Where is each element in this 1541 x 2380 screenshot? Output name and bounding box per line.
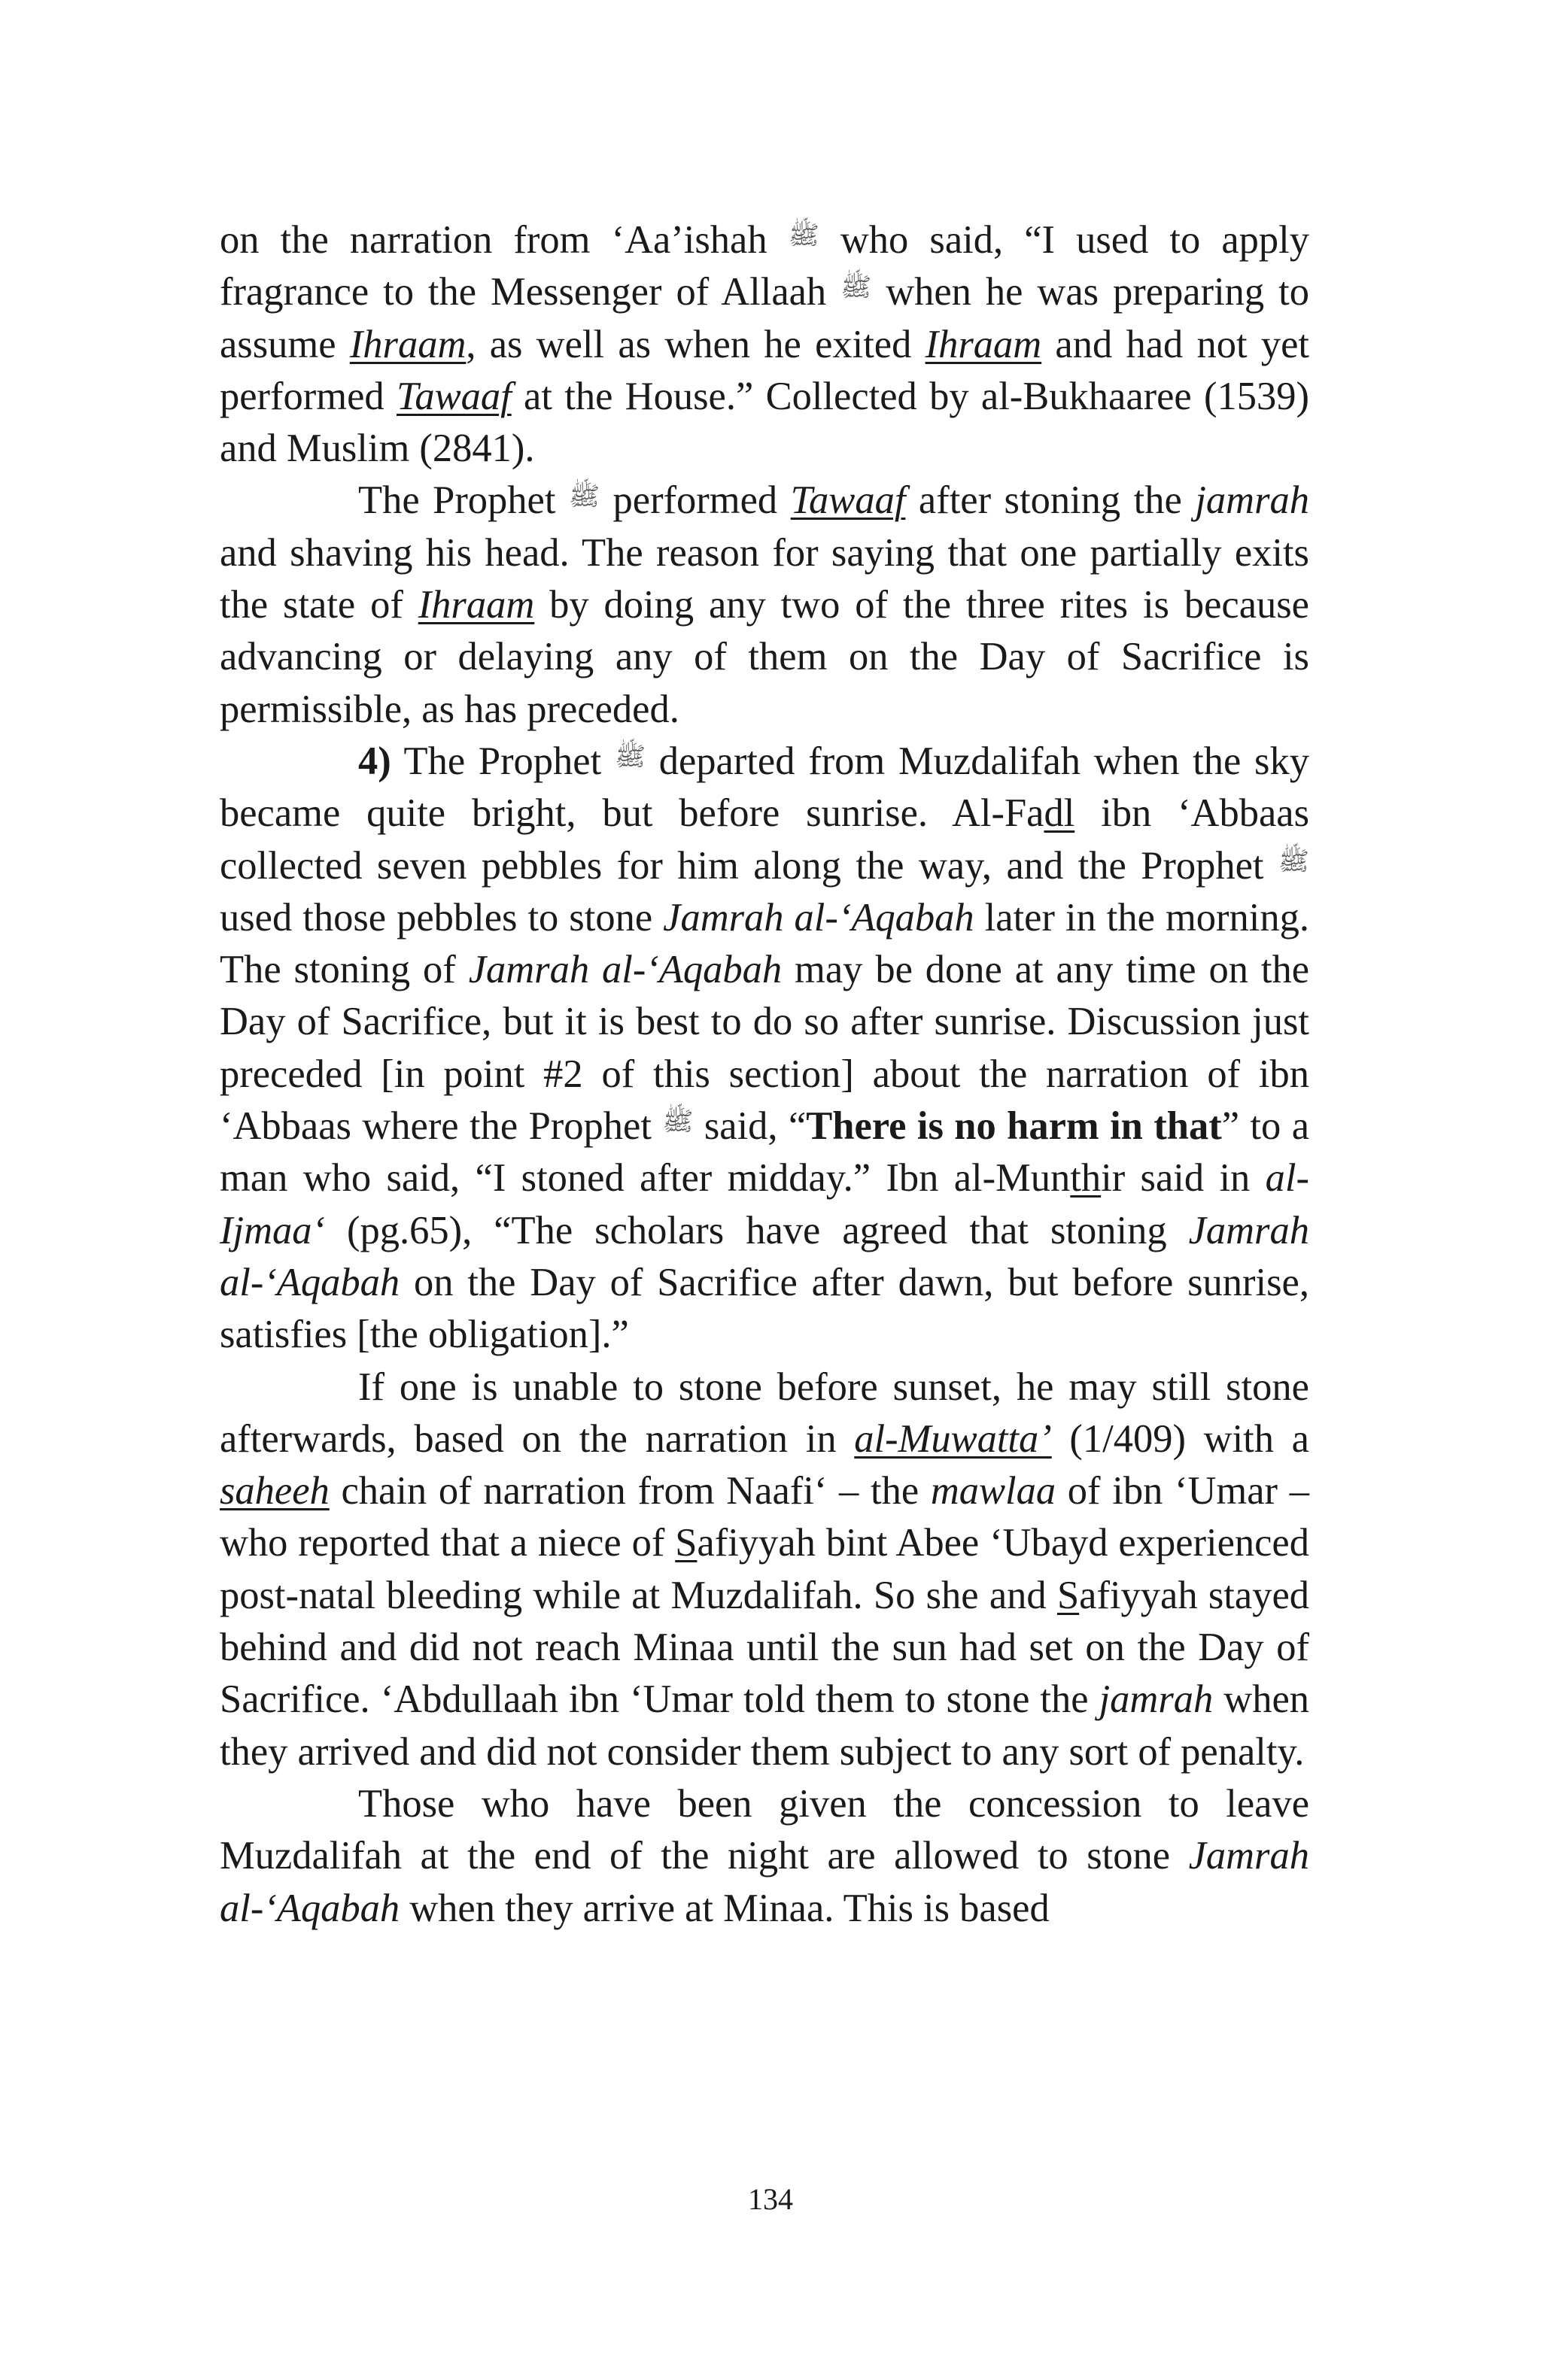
text-run: on the narration from ‘Aa’ishah [220, 218, 789, 262]
underlined-letters: S [1056, 1573, 1080, 1617]
underlined-letters: dl [1044, 791, 1075, 836]
page-number: 134 [748, 2182, 793, 2216]
text-run: afiyyah bint Abee ‘Ubayd experienced post-natal bleeding while at Muzdalifah. So she and [220, 1521, 1309, 1617]
italic-term: mawlaa [930, 1469, 1056, 1513]
paragraph-2 [220, 475, 1309, 735]
italic-underlined-term: Tawaaf [396, 374, 512, 418]
text-run: (1/409) with a [1051, 1416, 1309, 1461]
italic-underlined-term: al-Muwatta’ [854, 1416, 1052, 1461]
underlined-letters: th [1070, 1156, 1102, 1201]
honorific-glyph: ﷺ [1278, 847, 1309, 876]
text-run: If one is unable to stone before sunset, he may still stone afterwards, based on the narration in [220, 1365, 1309, 1461]
italic-term: Jamrah al-‘Aqabah [663, 895, 974, 940]
text-run: ” to a man who said, “I stoned after midday.” Ibn al-Mun [220, 1104, 1309, 1201]
text-run: who said, “I used to apply fragrance to the Messenger of Allaah [220, 218, 1309, 314]
italic-term: Jamrah al-‘Aqabah [220, 1208, 1309, 1304]
text-run: used those pebbles to stone [220, 895, 664, 940]
italic-underlined-term: Ihraam [418, 583, 535, 627]
paragraph-1 [220, 214, 1309, 475]
text-run: of ibn ‘Umar – who reported that a niece of [220, 1469, 1309, 1565]
paragraph-3 [220, 736, 1309, 1362]
text-run: (pg.65), “The scholars have agreed that stoning [324, 1208, 1189, 1252]
text-run: when they arrive at Minaa. This is based [400, 1886, 1050, 1930]
italic-term: al-Ijmaa‘ [220, 1156, 1309, 1252]
text-run: by doing any two of the three rites is because advancing or delaying any of them on the Day of Sacrifice is permissible, as has preceded. [220, 583, 1309, 731]
honorific-glyph: ﷺ [662, 1108, 694, 1137]
text-run: and had not yet performed [220, 322, 1309, 418]
italic-underlined-term: saheeh [220, 1469, 330, 1513]
text-run: later in the morning. The stoning of [220, 895, 1309, 992]
italic-term: jamrah [1195, 478, 1309, 523]
text-run: may be done at any time on the Day of Sacrifice, but it is best to do so after sunrise. Discussion just preceded [in point #2 of this section] about the narration of ibn ‘Abbaas where the Prophet [220, 948, 1309, 1149]
italic-underlined-term: Ihraam [925, 322, 1042, 366]
page-body [220, 214, 1309, 1935]
bold-text: There is no harm in that [806, 1104, 1222, 1149]
text-run: departed from Muzdalifah when the sky became quite bright, but before sunrise. Al-Fa [220, 739, 1309, 836]
text-run: ir said in [1101, 1156, 1266, 1201]
text-run: when they arrived and did not consider them subject to any sort of penalty. [220, 1677, 1310, 1774]
underlined-letters: S [675, 1521, 698, 1565]
honorific-glyph: ﷺ [568, 482, 600, 511]
text-run: chain of narration from Naafi‘ – the [329, 1469, 931, 1513]
text-run: and shaving his head. The reason for saying that one partially exits the state of [220, 530, 1309, 627]
text-run: after stoning the [905, 478, 1196, 523]
paragraph-5 [220, 1778, 1309, 1935]
text-run: on the Day of Sacrifice after dawn, but before sunrise, satisfies [the obligation].” [220, 1260, 1309, 1357]
italic-underlined-term: Ihraam [349, 322, 467, 366]
text-run: ibn ‘Abbaas collected seven pebbles for him along the way, and the Prophet [220, 791, 1309, 888]
italic-term: Jamrah al-‘Aqabah [468, 948, 783, 992]
italic-term: jamrah [1099, 1677, 1214, 1722]
text-run: , as well as when he exited [466, 322, 926, 366]
paragraph-4 [220, 1362, 1309, 1778]
honorific-glyph: ﷺ [788, 222, 819, 250]
text-run: The Prophet [391, 739, 615, 783]
text-run: performed [600, 478, 791, 523]
text-run: Those who have been given the concession to leave Muzdalifah at the end of the night are allowed to stone [220, 1781, 1309, 1878]
text-run: The Prophet [358, 478, 569, 523]
bold-text: 4) [358, 739, 391, 783]
italic-term: Jamrah al-‘Aqabah [220, 1834, 1309, 1930]
text-run: at the House.” Collected by al-Bukhaaree (1539) and Muslim (2841). [220, 374, 1310, 471]
text-run: afiyyah stayed behind and did not reach Minaa until the sun had set on the Day of Sacrifice. ‘Abdullaah ibn ‘Umar told them to stone the [220, 1573, 1310, 1722]
text-run: when he was preparing to assume [220, 270, 1309, 366]
italic-underlined-term: Tawaaf [790, 478, 906, 523]
honorific-glyph: ﷺ [840, 274, 872, 302]
text-run: said, “ [693, 1104, 807, 1149]
honorific-glyph: ﷺ [614, 743, 646, 772]
